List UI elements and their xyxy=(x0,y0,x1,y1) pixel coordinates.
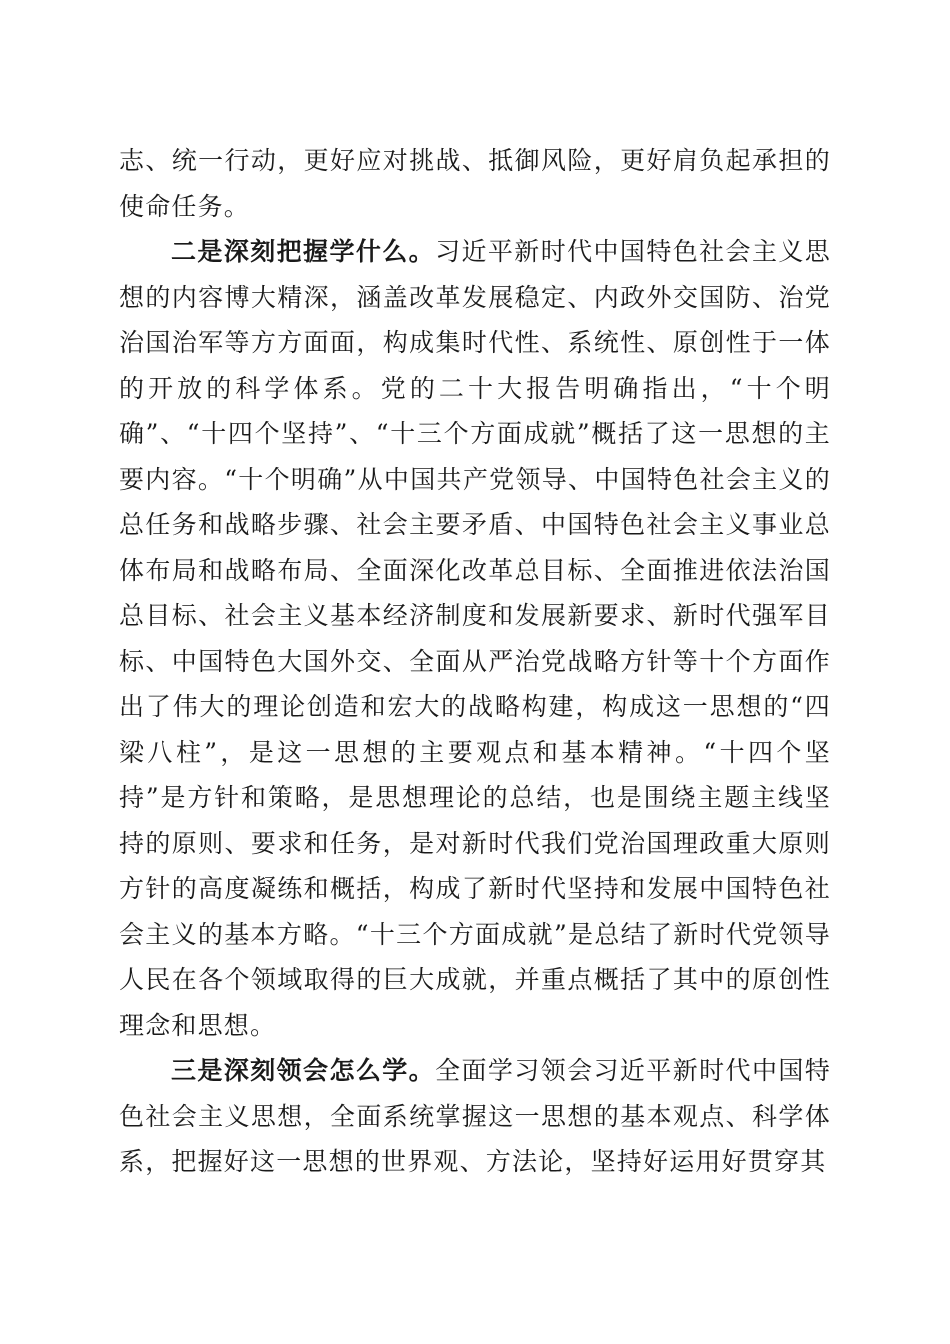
paragraph-what-to-learn xyxy=(119,229,831,1048)
paragraph-2-lead: 二是深刻把握学什么。 xyxy=(171,237,436,266)
paragraph-3-text: 全面学习领会习近平新时代中国特色社会主义思想，全面系统掌握这一思想的基本观点、科学体系，把握好这一思想的世界观、方法论，坚持好运用好贯穿其 xyxy=(119,1056,831,1176)
paragraph-how-to-learn xyxy=(119,1048,831,1185)
paragraph-3-lead: 三是深刻领会怎么学。 xyxy=(171,1056,436,1085)
document-body xyxy=(119,138,831,1185)
paragraph-continuation xyxy=(119,138,831,229)
paragraph-2-text: 习近平新时代中国特色社会主义思想的内容博大精深，涵盖改革发展稳定、内政外交国防、治党治国治军等方方面面，构成集时代性、系统性、原创性于一体的开放的科学体系。党的二十大报告明确指出，“十个明确”、“十四个坚持”、“十三个方面成就”概括了这一思想的主要内容。“十个明确”从中国共产党领导、中国特色社会主义的总任务和战略步骤、社会主要矛盾、中国特色社会主义事业总体布局和战略布局、全面深化改革总目标、全面推进依法治国总目标、社会主义基本经济制度和发展新要求、新时代强军目标、中国特色大国外交、全面从严治党战略方针等十个方面作出了伟大的理论创造和宏大的战略构建，构成这一思想的“四梁八柱”，是这一思想的主要观点和基本精神。“十四个坚持”是方针和策略，是思想理论的总结，也是围绕主题主线坚持的原则、要求和任务，是对新时代我们党治国理政重大原则方针的高度凝练和概括，构成了新时代坚持和发展中国特色社会主义的基本方略。“十三个方面成就”是总结了新时代党领导人民在各个领域取得的巨大成就，并重点概括了其中的原创性理念和思想。 xyxy=(119,237,831,1040)
paragraph-1-text: 志、统一行动，更好应对挑战、抵御风险，更好肩负起承担的使命任务。 xyxy=(119,146,831,221)
